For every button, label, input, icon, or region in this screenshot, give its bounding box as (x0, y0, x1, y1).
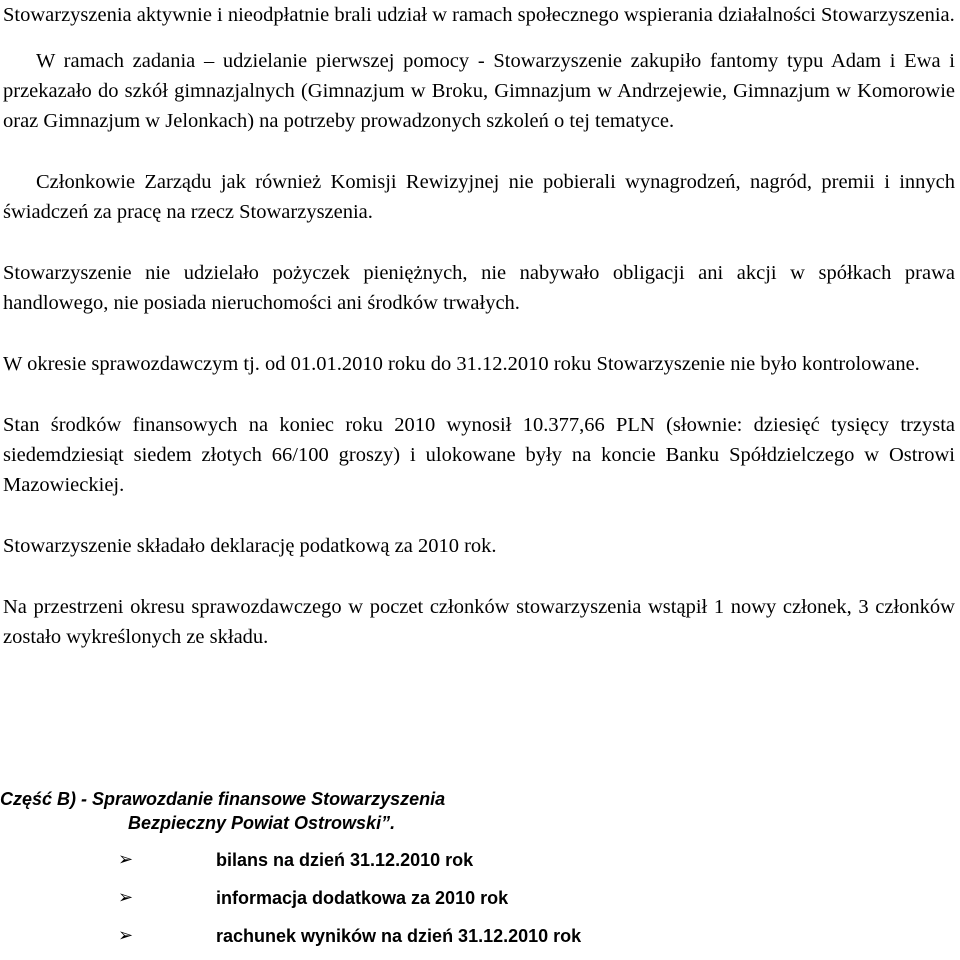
list-item-label: informacja dodatkowa za 2010 rok (216, 888, 509, 908)
paragraph-volunteers: Stowarzyszenia aktywnie i nieodpłatnie brali udział w ramach społecznego wspierania działalności Stowarzyszenia. (3, 4, 955, 26)
arrow-bullet-icon: ➢ (118, 849, 134, 870)
paragraph-funds: Stan środków finansowych na koniec roku 2010 wynosił 10.377,66 PLN (słownie: dziesięć tysięcy trzysta siedemdziesiąt siedem złotych 66/100 groszy) i ulokowane były na koncie Banku Spółdzielczego w Ostrowi Mazowieckiej. (3, 414, 955, 496)
part-b-heading (0, 787, 445, 835)
paragraph-membership: Na przestrzeni okresu sprawozdawczego w poczet członków stowarzyszenia wstąpił 1 nowy członek, 3 członków zostało wykreślonych ze składu. (3, 596, 955, 648)
part-b-heading-line1: Część B) - Sprawozdanie finansowe Stowarzyszenia (0, 789, 446, 809)
document-page (3, 0, 955, 652)
list-item-label: rachunek wyników na dzień 31.12.2010 rok (216, 926, 582, 946)
paragraph-audit: W okresie sprawozdawczym tj. od 01.01.2010 roku do 31.12.2010 roku Stowarzyszenie nie było kontrolowane. (3, 353, 920, 375)
list-item-label: bilans na dzień 31.12.2010 rok (216, 850, 474, 870)
paragraph-first-aid: W ramach zadania – udzielanie pierwszej pomocy - Stowarzyszenie zakupiło fantomy typu Adam i Ewa i przekazało do szkół gimnazjalnych (Gimnazjum w Broku, Gimnazjum w Andrzejewie, Gimnazjum w Komorowie oraz Gimnazjum w Jelonkach) na potrzeby prowadzonych szkoleń o tej tematyce. (3, 50, 955, 132)
arrow-bullet-icon: ➢ (118, 925, 134, 946)
paragraph-loans-assets: Stowarzyszenie nie udzielało pożyczek pieniężnych, nie nabywało obligacji ani akcji w spółkach prawa handlowego, nie posiada nieruchomości ani środków trwałych. (3, 262, 955, 314)
part-b-heading-line2: Bezpieczny Powiat Ostrowski”. (128, 813, 396, 833)
paragraph-board-remuneration: Członkowie Zarządu jak również Komisji Rewizyjnej nie pobierali wynagrodzeń, nagród, premii i innych świadczeń za pracę na rzecz Stowarzyszenia. (3, 171, 955, 223)
arrow-bullet-icon: ➢ (118, 887, 134, 908)
paragraph-tax-declaration: Stowarzyszenie składało deklarację podatkową za 2010 rok. (3, 535, 497, 557)
